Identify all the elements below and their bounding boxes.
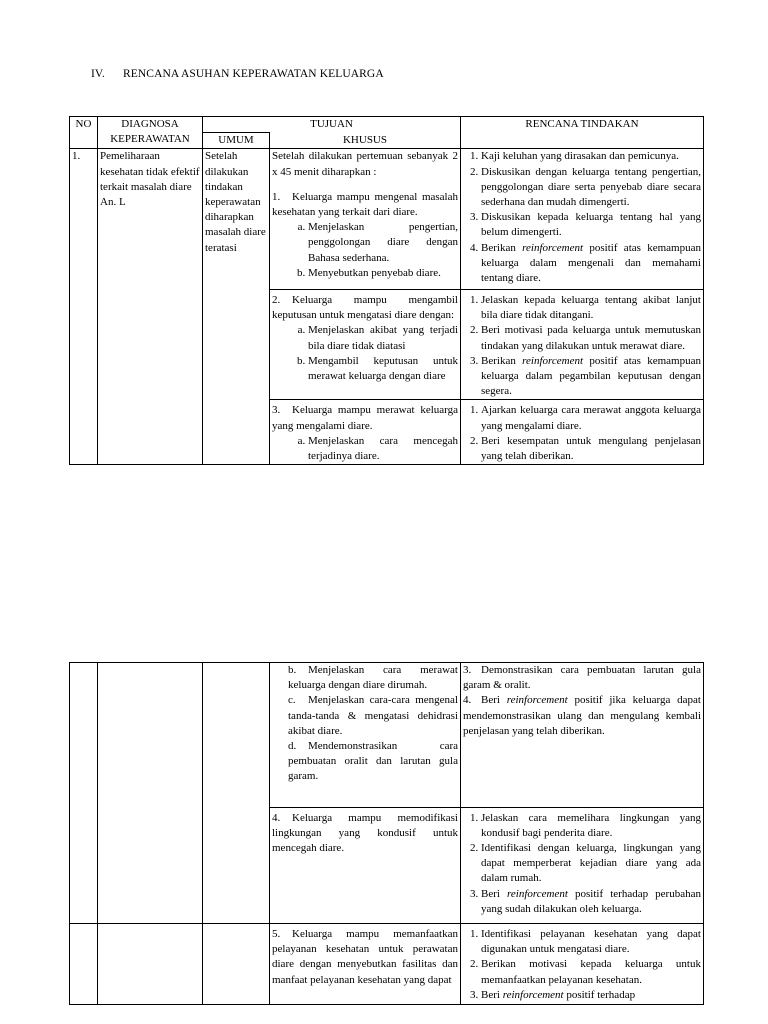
list-item: 3. Beri reinforcement positif terhadap xyxy=(481,988,701,1003)
table-row xyxy=(70,663,704,808)
header-rencana: RENCANA TINDAKAN xyxy=(461,117,704,149)
list-item: a. Menjelaskan pengertian, penggolongan diare dengan Bahasa sederhana. xyxy=(308,220,458,266)
list-item: b. Menyebutkan penyebab diare. xyxy=(308,266,458,281)
goal-3-sublist xyxy=(272,434,458,464)
list-item: Menjelaskan cara merawat keluarga dengan diare dirumah. xyxy=(288,664,458,692)
specific-goal-2: 2. Keluarga mampu mengambil keputusan untuk mengatasi diare dengan: a. Menjelaskan akibat yang terjadi bila diare tidak diatasi b. Mengambil keputusan untuk merawat keluarga dengan diare xyxy=(270,290,461,400)
action-list xyxy=(463,403,701,464)
goal-1-sublist xyxy=(272,220,458,281)
list-item: Menjelaskan cara-cara mengenal tanda-tanda & mengatasi dehidrasi akibat diare. xyxy=(288,694,458,737)
list-item: 4. Berikan reinforcement positif atas kemampuan keluarga dalam mengenali dan memahami tentang diare. xyxy=(481,241,701,287)
header-khusus: KHUSUS xyxy=(270,133,461,149)
goal-4-text: Keluarga mampu memodifikasi lingkungan yang kondusif untuk mencegah diare. xyxy=(272,811,458,855)
section-number: IV. xyxy=(91,68,105,80)
list-item: Demonstrasikan cara pembuatan larutan gula garam & oralit. xyxy=(463,664,701,692)
action-list xyxy=(463,149,701,286)
action-list xyxy=(463,293,701,399)
list-item: b. Mengambil keputusan untuk merawat keluarga dengan diare xyxy=(308,354,458,384)
specific-goal-1: Setelah dilakukan pertemuan sebanyak 2 x 45 menit diharapkan : 1. Keluarga mampu mengenal masalah kesehatan yang terkait dari diare. a. Menjelaskan pengertian, penggolongan diare dengan Bahasa sederhana. b. Menyebutkan penyebab diare. xyxy=(270,149,461,290)
actions-goal-1 xyxy=(461,149,704,290)
list-item: 2. Berikan motivasi kepada keluarga untuk memanfaatkan pelayanan kesehatan. xyxy=(481,957,701,987)
actions-goal-4 xyxy=(461,807,704,923)
actions-goal-3 xyxy=(461,400,704,465)
actions-goal-3-continued: 3. Demonstrasikan cara pembuatan larutan gula garam & oralit. 4. Beri reinforcement positif jika keluarga dapat mendemonstrasikan ulang dan mengulang kembali penjelasan yang telah diberikan. xyxy=(461,663,704,808)
list-item: Mendemonstrasikan cara pembuatan oralit dan larutan gula garam. xyxy=(288,740,458,783)
specific-goal-3-continued: b. Menjelaskan cara merawat keluarga dengan diare dirumah. c. Menjelaskan cara-cara mengenal tanda-tanda & mengatasi dehidrasi akibat diare. d. Mendemonstrasikan cara pembuatan oralit dan larutan gula garam. xyxy=(270,663,461,808)
list-item: 3. Diskusikan kepada keluarga tentang hal yang belum dimengerti. xyxy=(481,210,701,240)
specific-goal-4: 4. Keluarga mampu memodifikasi lingkungan yang kondusif untuk mencegah diare. xyxy=(270,807,461,923)
list-item: a. Menjelaskan akibat yang terjadi bila diare tidak diatasi xyxy=(308,323,458,353)
header-tujuan: TUJUAN xyxy=(203,117,461,133)
goal-2-sublist xyxy=(272,323,458,384)
goal-1-text: Keluarga mampu mengenal masalah kesehatan yang terkait dari diare. xyxy=(272,190,458,219)
list-item: 1. Ajarkan keluarga cara merawat anggota keluarga yang mengalami diare. xyxy=(481,403,701,433)
list-item: 2. Beri kesempatan untuk mengulang penjelasan yang telah diberikan. xyxy=(481,434,701,464)
specific-goal-5: 5. Keluarga mampu memanfaatkan pelayanan kesehatan untuk perawatan diare dengan menyebutkan fasilitas dan manfaat pelayanan kesehatan yang dapat xyxy=(270,924,461,1005)
list-item: 1. Identifikasi pelayanan kesehatan yang dapat digunakan untuk mengatasi diare. xyxy=(481,927,701,957)
actions-goal-2 xyxy=(461,290,704,400)
table-row xyxy=(70,149,704,290)
section-title: RENCANA ASUHAN KEPERAWATAN KELUARGA xyxy=(123,68,384,80)
table-row xyxy=(70,924,704,1005)
header-no: NO xyxy=(70,117,98,149)
list-item: 2. Beri motivasi pada keluarga untuk memutuskan tindakan yang dilakukan untuk merawat diare. xyxy=(481,323,701,353)
care-plan-table xyxy=(69,116,704,465)
section-heading xyxy=(91,68,384,80)
action-list xyxy=(463,811,701,917)
goal-5-text: Keluarga mampu memanfaatkan pelayanan kesehatan untuk perawatan diare dengan menyebutkan fasilitas dan manfaat pelayanan kesehatan yang dapat xyxy=(272,928,458,986)
list-item: 1. Jelaskan kepada keluarga tentang akibat lanjut bila diare tidak ditangani. xyxy=(481,293,701,323)
goal-3-text: Keluarga mampu merawat keluarga yang mengalami diare. xyxy=(272,404,458,432)
header-diagnosa: DIAGNOSA KEPERAWATAN xyxy=(98,117,203,149)
actions-goal-5 xyxy=(461,924,704,1005)
row-number: 1. xyxy=(70,149,98,465)
list-item: 1. Kaji keluhan yang dirasakan dan pemicunya. xyxy=(481,149,701,164)
specific-goal-3: 3. Keluarga mampu merawat keluarga yang mengalami diare. a. Menjelaskan cara mencegah terjadinya diare. xyxy=(270,400,461,465)
list-item: 1. Jelaskan cara memelihara lingkungan yang kondusif bagi penderita diare. xyxy=(481,811,701,841)
diagnosis-text: Pemeliharaan kesehatan tidak efektif terkait masalah diare An. L xyxy=(98,149,203,465)
list-item: 2. Diskusikan dengan keluarga tentang pengertian, penggolongan diare serta penyebab diare secara sederhana dan mudah dimengerti. xyxy=(481,165,701,211)
goal-2-text: Keluarga mampu mengambil keputusan untuk mengatasi diare dengan: xyxy=(272,294,458,322)
action-list xyxy=(463,927,701,1003)
list-item: 3. Berikan reinforcement positif atas kemampuan keluarga dalam pegambilan keputusan dengan segera. xyxy=(481,354,701,400)
list-item: 3. Beri reinforcement positif terhadap perubahan yang sudah dilakukan oleh keluarga. xyxy=(481,887,701,917)
general-goal-text: Setelah dilakukan tindakan keperawatan diharapkan masalah diare teratasi xyxy=(203,149,270,465)
list-item: Beri reinforcement positif jika keluarga dapat mendemonstrasikan ulang dan mengulang kembali penjelasan yang telah diberikan. xyxy=(463,694,701,737)
list-item: a. Menjelaskan cara mencegah terjadinya diare. xyxy=(308,434,458,464)
list-item: 2. Identifikasi dengan keluarga, lingkungan yang dapat memperberat kejadian diare yang ada dalam rumah. xyxy=(481,841,701,887)
care-plan-table-continued xyxy=(69,662,704,1005)
goal-intro: Setelah dilakukan pertemuan sebanyak 2 x 45 menit diharapkan : xyxy=(272,150,458,178)
header-umum: UMUM xyxy=(203,133,270,149)
